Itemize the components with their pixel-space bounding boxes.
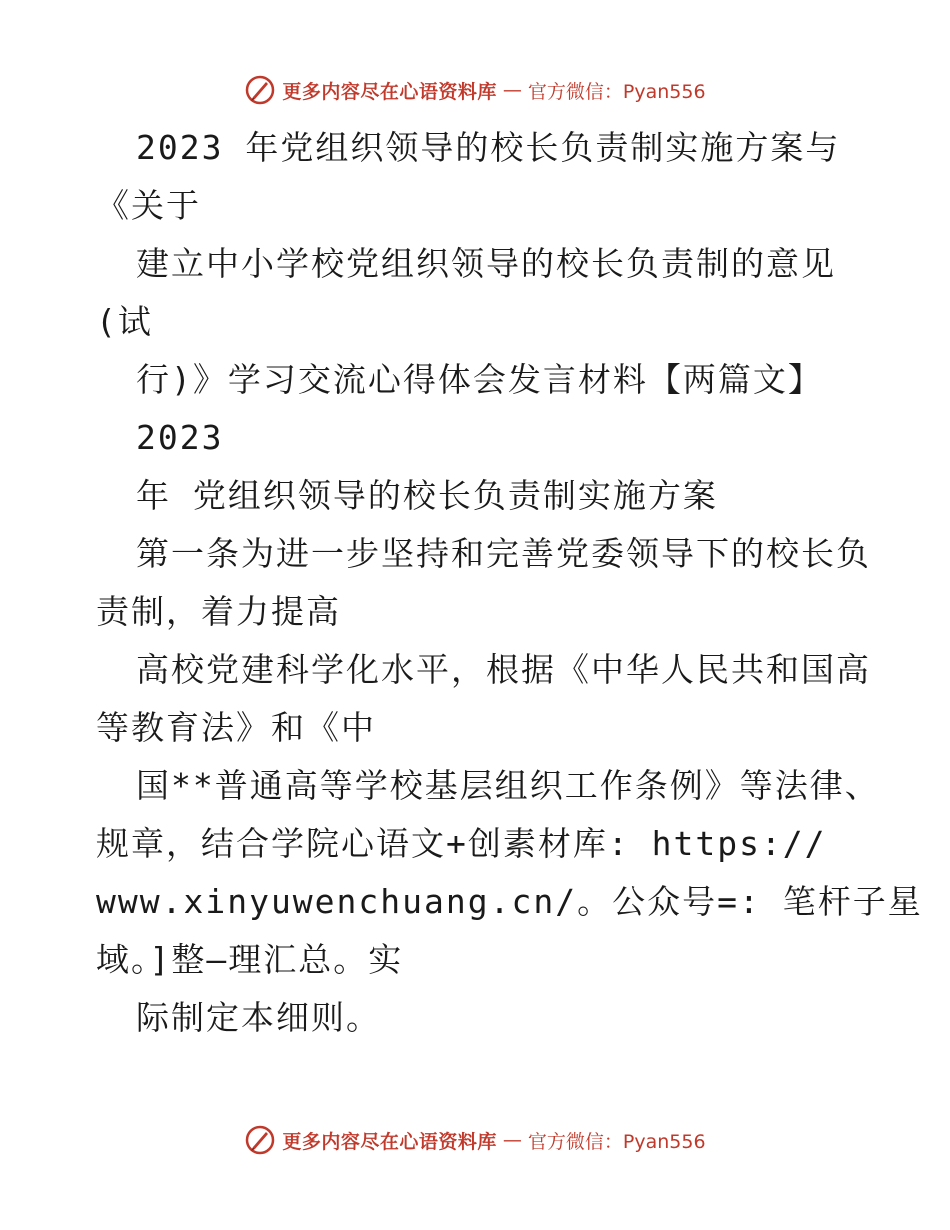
watermark-group — [244, 1124, 705, 1156]
doc-line-1: 2023 年党组织领导的校长负责制实施方案与 — [136, 128, 841, 167]
quill-pen-logo-icon — [244, 1124, 276, 1156]
quill-pen-logo-icon — [244, 74, 276, 106]
doc-line-6: 2023 — [136, 418, 224, 457]
doc-line-7: 年 党组织领导的校长负责制实施方案 — [136, 476, 718, 515]
doc-line-5: 行)》学习交流心得体会发言材料【两篇文】 — [136, 360, 823, 399]
doc-line-16: 际制定本细则。 — [136, 998, 381, 1037]
doc-line-3: 建立中小学校党组织领导的校长负责制的意见 — [136, 244, 836, 283]
doc-line-9: 责制，着力提高 — [96, 592, 341, 631]
watermark-site-text: 更多内容尽在心语资料库 — [282, 1130, 497, 1153]
footer-watermark — [0, 1120, 950, 1160]
watermark-group — [244, 74, 705, 106]
doc-line-2: 《关于 — [96, 186, 201, 225]
doc-line-8: 第一条为进一步坚持和完善党委领导下的校长负 — [136, 534, 871, 573]
watermark-dash: — — [502, 1129, 522, 1151]
header-watermark — [0, 70, 950, 110]
watermark-wechat-text: 官方微信：Pyan556 — [527, 80, 706, 103]
doc-line-15: 域。]整—理汇总。实 — [96, 940, 404, 979]
doc-line-14: www.xinyuwenchuang.cn/。公众号=: 笔杆子星 — [96, 882, 923, 921]
doc-line-11: 等教育法》和《中 — [96, 708, 376, 747]
doc-line-4: (试 — [96, 302, 153, 341]
watermark-site-text: 更多内容尽在心语资料库 — [282, 80, 497, 103]
doc-line-10: 高校党建科学化水平，根据《中华人民共和国高 — [136, 650, 871, 689]
doc-line-13: 规章，结合学院心语文+创素材库: https:// — [96, 824, 827, 863]
doc-line-12: 国**普通高等学校基层组织工作条例》等法律、 — [136, 766, 880, 805]
watermark-wechat-text: 官方微信：Pyan556 — [527, 1130, 706, 1153]
watermark-dash: — — [502, 79, 522, 101]
